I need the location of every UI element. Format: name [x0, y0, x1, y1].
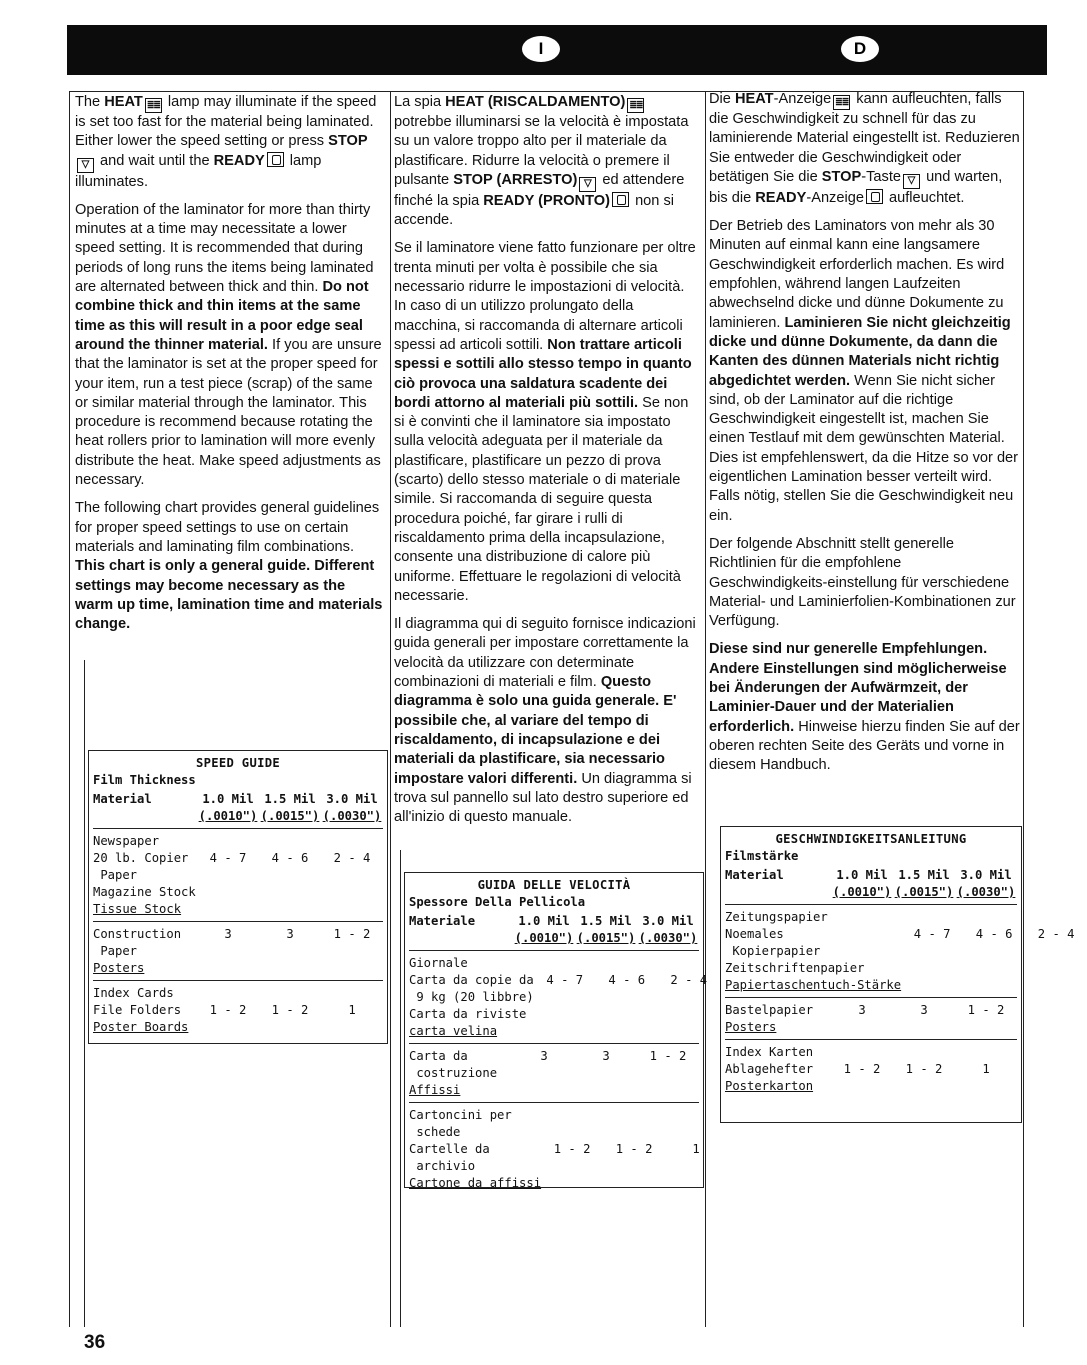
material-item: Posters — [93, 961, 145, 975]
text-run: La spia — [394, 94, 446, 110]
speed-value: 2 - 4 — [670, 973, 708, 987]
speed-value: 1 - 2 — [843, 1062, 881, 1076]
speed-guide-german — [720, 826, 1075, 1123]
material-group — [725, 1044, 1017, 1095]
speed-values — [901, 909, 1087, 994]
thickness-inch: (.0030") — [322, 809, 382, 823]
german-right-rule — [1023, 91, 1024, 1327]
material-item: File Folders — [93, 1003, 182, 1017]
material-names — [93, 926, 197, 977]
material-group — [409, 955, 708, 1040]
it-paragraph-2 — [394, 239, 700, 606]
thickness-header — [893, 867, 955, 901]
heat-lamp-icon — [833, 95, 850, 110]
thickness-header — [575, 913, 637, 947]
material-item: Zeitungspapier — [725, 910, 828, 924]
group-divider — [725, 1039, 1017, 1040]
guide-subtitle: Film Thickness — [93, 773, 196, 787]
en-paragraph-1 — [75, 93, 387, 192]
speed-value: 1 - 2 — [967, 1003, 1005, 1017]
material-item: Cartoncini per — [409, 1108, 512, 1122]
thickness-mil: 3.0 Mil — [642, 914, 694, 928]
group-divider — [725, 997, 1017, 998]
material-item: Ablagehefter — [725, 1062, 814, 1076]
guide-header-rule — [409, 950, 699, 951]
speed-value: 4 - 7 — [209, 851, 247, 865]
thickness-header — [321, 791, 383, 825]
material-item: Index Cards — [93, 986, 174, 1000]
guide-title: GUIDA DELLE VELOCITÀ — [477, 878, 631, 892]
material-names — [409, 1107, 541, 1192]
thickness-inch: (.0015") — [260, 809, 320, 823]
speed-guide-italian — [404, 872, 708, 1190]
speed-value: 4 - 6 — [271, 851, 309, 865]
text-run: If you are unsure that the laminator is set at the proper speed for your item, run a test piece (scrap) of the same or similar material through the laminator. This procedure is recommend because rotating the heat rollers prior to lamination will more evenly distribute the heat. Make speed adjustments as necessary. — [75, 336, 382, 489]
speed-value: 1 — [982, 1062, 990, 1076]
italian-left-rule — [400, 850, 401, 1327]
german-text-column — [709, 90, 1023, 785]
group-divider — [93, 921, 383, 922]
de-paragraph-1 — [709, 90, 1023, 208]
speed-value: 1 - 2 — [649, 1049, 687, 1063]
material-item: Cartone da affissi — [409, 1176, 542, 1190]
thickness-inch: (.0015") — [894, 885, 954, 899]
speed-value: 2 - 4 — [1037, 927, 1075, 941]
text-run: Die — [709, 91, 735, 107]
lang-badge-german: D — [841, 36, 879, 62]
group-divider — [409, 1043, 699, 1044]
language-header-bar — [67, 25, 1047, 75]
thickness-mil: 1.5 Mil — [898, 868, 950, 882]
bold-text-run: READY (PRONTO) — [483, 192, 611, 209]
material-item: Kopierpapier — [725, 944, 821, 958]
material-group — [93, 985, 383, 1036]
stop-button-icon — [77, 158, 94, 173]
text-run: -Anzeige — [806, 189, 864, 206]
column-divider-1 — [390, 91, 391, 1327]
guide-header-rule — [93, 828, 383, 829]
group-divider — [93, 980, 383, 981]
speed-value: 1 - 2 — [905, 1062, 943, 1076]
guide-header-row — [409, 913, 699, 947]
thickness-inch: (.0015") — [576, 931, 636, 945]
ready-lamp-icon — [866, 189, 883, 204]
thickness-header — [955, 867, 1017, 901]
speed-values — [197, 833, 383, 918]
text-run: Der folgende Abschnitt stellt generelle Richtlinien für die empfohlene Geschwindigkeits-einstellung für verschiedene Material- und Laminierfolien-Kombinationen zur Verfügung. — [709, 535, 1016, 630]
it-paragraph-3 — [394, 615, 700, 827]
text-run: -Anzeige — [773, 91, 832, 107]
bold-text-run: Laminieren Sie nicht gleichzeitig dicke und dünne Dokumente, da dann die Kanten des dünnen Materials nicht richtig abgedichtet werden. — [709, 314, 1011, 389]
text-run: kann aufleuchten, falls die Geschwindigkeit zu schnell für das zu laminierende Material eingestellt ist. Reduzieren Sie entweder die Geschwindigkeit oder betätigen Sie die — [709, 91, 1020, 185]
bold-text-run: HEAT (RISCALDAMENTO) — [445, 94, 626, 110]
bold-text-run: Questo diagramma è solo una guida generale. E' possibile che, al variare del tempo di riscaldamento, di incapsulazione e dei materiali da plastificare, sia necessario impostare valori differenti. — [394, 674, 677, 787]
speed-value: 1 — [348, 1003, 356, 1017]
heat-lamp-icon — [627, 98, 644, 113]
speed-values — [513, 1048, 699, 1099]
thickness-mil: 1.5 Mil — [580, 914, 632, 928]
material-item: Cartelle da — [409, 1142, 490, 1156]
material-item: carta velina — [409, 1024, 498, 1038]
material-item: Construction — [93, 927, 182, 941]
bold-text-run: STOP — [328, 133, 368, 150]
de-paragraph-4 — [709, 640, 1023, 775]
bold-text-run: Diese sind nur generelle Empfehlungen. Andere Einstellungen sind möglicherweise bei Änderungen der Aufwärmzeit, der Laminier-Dauer und der Materialien erforderlich. — [709, 641, 1007, 735]
material-group — [93, 926, 383, 977]
speed-value: 4 - 6 — [975, 927, 1013, 941]
thickness-mil: 1.5 Mil — [264, 792, 316, 806]
guide-subtitle: Filmstärke — [725, 849, 799, 863]
speed-values — [831, 1044, 1017, 1095]
text-run: und warten, bis die — [709, 168, 1003, 206]
heat-lamp-icon — [145, 98, 162, 113]
material-item: Posterkarton — [725, 1079, 814, 1093]
ready-lamp-icon — [267, 152, 284, 167]
speed-values — [541, 1107, 727, 1192]
material-group — [725, 909, 1075, 994]
material-header: Materiale — [409, 914, 476, 928]
material-item: Noemales — [725, 927, 784, 941]
thickness-inch: (.0010") — [514, 931, 574, 945]
speed-value: 2 - 4 — [333, 851, 371, 865]
speed-guide-english — [88, 750, 388, 1044]
en-paragraph-3 — [75, 499, 387, 634]
text-run: The — [75, 94, 105, 110]
material-item: Bastelpapier — [725, 1003, 814, 1017]
thickness-inch: (.0010") — [198, 809, 258, 823]
page-number: 36 — [84, 1332, 106, 1353]
material-item: Paper — [93, 868, 138, 882]
speed-value: 3 — [224, 927, 232, 941]
it-paragraph-1 — [394, 93, 700, 230]
text-run: Se non si è convinti che il laminatore sia impostato sulla velocità adeguata per il materiale da plastificare, plastificare un pezzo di prova (scarto) dello stesso materiale o di materiale simile. Si raccomanda di seguire questa procedura poiché, far girare i rulli di riscaldamento prima della incapsulazione, consente una distribuzione di calore più uniforme. Effettuare le regolazioni di velocità necessarie. — [394, 394, 689, 604]
material-item: 20 lb. Copier — [93, 851, 189, 865]
speed-value: 4 - 6 — [608, 973, 646, 987]
speed-value: 1 — [692, 1142, 700, 1156]
bold-text-run: Non trattare articoli spessi e sottili allo stesso tempo in quanto ciò provoca una saldatura scadente dei bordi attorno al materiali più sottili. — [394, 336, 692, 411]
bold-text-run: Do not combine thick and thin items at the same time as this will result in a poor edge seal around the thinner material. — [75, 279, 369, 353]
bold-text-run: This chart is only a general guide. Different settings may become necessary as the warm up time, lamination time and materials change. — [75, 558, 383, 633]
text-run: -Taste — [861, 168, 902, 185]
material-item: Posters — [725, 1020, 777, 1034]
english-left-rule — [84, 660, 85, 1327]
speed-value: 3 — [920, 1003, 928, 1017]
thickness-header — [197, 791, 259, 825]
text-run: lamp illuminates. — [75, 152, 322, 190]
material-names — [409, 1048, 513, 1099]
text-run: Der Betrieb des Laminators von mehr als 30 Minuten auf einmal kann eine langsamere Geschwindigkeit erforderlich machen. Es wird empfohlen, während langen Laufzeiten abwechselnd dicke und dünne Dokumente zu laminieren. — [709, 218, 1005, 331]
text-run: Hinweise hierzu finden Sie auf der oberen rechten Seite des Geräts und vorne in diesem Handbuch. — [709, 718, 1020, 774]
material-header: Material — [93, 792, 152, 806]
thickness-mil: 3.0 Mil — [960, 868, 1012, 882]
material-item: costruzione — [409, 1066, 498, 1080]
material-names — [725, 909, 901, 994]
material-item: Tissue Stock — [93, 902, 182, 916]
speed-values — [831, 1002, 1017, 1036]
material-names — [93, 985, 197, 1036]
material-group — [409, 1107, 699, 1192]
material-group — [409, 1048, 699, 1099]
speed-value: 4 - 7 — [546, 973, 584, 987]
lang-badge-italian: I — [522, 36, 560, 62]
text-run: and wait until the — [96, 152, 214, 169]
speed-values — [534, 955, 720, 1040]
text-run: Wenn Sie nicht sicher sind, ob der Laminator auf die richtige Geschwindigkeit eingestellt ist, machen Sie einen Testlauf mit dem gewünschten Material. Dies ist empfehlenswert, da die Hitze so vor der eigentlichen Lamination besser verteilt wird. Falls nötig, stellen Sie die Geschwindigkeit neu ein. — [709, 372, 1019, 524]
speed-value: 3 — [858, 1003, 866, 1017]
de-paragraph-2 — [709, 217, 1023, 526]
guide-header-row — [93, 791, 383, 825]
bold-text-run: HEAT — [734, 91, 774, 107]
text-run: non si accende. — [394, 192, 675, 229]
speed-value: 1 - 2 — [553, 1142, 591, 1156]
thickness-header — [637, 913, 699, 947]
speed-value: 3 — [540, 1049, 548, 1063]
thickness-mil: 1.0 Mil — [518, 914, 570, 928]
thickness-inch: (.0030") — [956, 885, 1016, 899]
material-header: Material — [725, 868, 784, 882]
material-item: Carta da — [409, 1049, 468, 1063]
material-item: Giornale — [409, 956, 468, 970]
material-names — [93, 833, 197, 918]
material-item: Index Karten — [725, 1045, 814, 1059]
text-run: Il diagramma qui di seguito fornisce indicazioni guida generali per impostare correttamente la velocità da utilizzare con determinate combinazioni di materiali e film. — [394, 616, 696, 691]
stop-button-icon — [903, 174, 920, 189]
thickness-header — [831, 867, 893, 901]
thickness-inch: (.0010") — [832, 885, 892, 899]
text-run: potrebbe illuminarsi se la velocità è impostata su un valore troppo alto per il materiale da plastificare. Ridurre la velocità o premere il pulsante — [394, 114, 689, 188]
thickness-mil: 1.0 Mil — [202, 792, 254, 806]
text-run: Operation of the laminator for more than thirty minutes at a time may necessitate a lower speed setting. It is recommended that during periods of long runs the items being laminated are alternated between thick and thin. — [75, 201, 374, 296]
material-group — [725, 1002, 1017, 1036]
bold-text-run: STOP (ARRESTO) — [453, 171, 578, 188]
speed-value: 3 — [602, 1049, 610, 1063]
thickness-inch: (.0030") — [638, 931, 698, 945]
stop-button-icon — [579, 177, 596, 192]
guide-header-rule — [725, 904, 1017, 905]
text-run: Un diagramma si trova sul pannello sul lato destro superiore ed all'inizio di questo manuale. — [394, 770, 692, 826]
speed-value: 1 - 2 — [209, 1003, 247, 1017]
material-names — [725, 1002, 831, 1036]
material-item: Poster Boards — [93, 1020, 189, 1034]
speed-value: 1 - 2 — [271, 1003, 309, 1017]
guide-subtitle: Spessore Della Pellicola — [409, 895, 586, 909]
thickness-mil: 3.0 Mil — [326, 792, 378, 806]
material-names — [409, 955, 534, 1040]
thickness-header — [513, 913, 575, 947]
text-run: The following chart provides general guidelines for proper speed settings to use on certain materials and laminating film combinations. — [75, 500, 380, 555]
material-item: Papiertaschentuch-Stärke — [725, 978, 902, 992]
material-item: Paper — [93, 944, 138, 958]
group-divider — [409, 1102, 699, 1103]
material-item: Newspaper — [93, 834, 160, 848]
material-item: Affissi — [409, 1083, 461, 1097]
bold-text-run: READY — [213, 152, 265, 169]
material-item: schede — [409, 1125, 461, 1139]
speed-values — [197, 926, 383, 977]
material-item: Carta da riviste — [409, 1007, 527, 1021]
text-run: Se il laminatore viene fatto funzionare per oltre trenta minuti per volta è possibile che sia necessario ridurre le impostazioni di velocità. In caso di un utilizzo prolungato della macchina, si raccomanda di alternare articoli spessi ad articoli sottili. — [394, 240, 696, 353]
speed-value: 1 - 2 — [615, 1142, 653, 1156]
guide-header-row — [725, 867, 1017, 901]
english-text-column — [75, 93, 387, 643]
material-item: Zeitschriftenpapier — [725, 961, 865, 975]
speed-value: 3 — [286, 927, 294, 941]
material-item: 9 kg (20 libbre) — [409, 990, 534, 1004]
text-run: aufleuchtet. — [884, 189, 965, 206]
guide-title: GESCHWINDIGKEITSANLEITUNG — [775, 832, 967, 846]
thickness-mil: 1.0 Mil — [836, 868, 888, 882]
bold-text-run: STOP — [821, 168, 862, 185]
material-group — [93, 833, 383, 918]
material-item: Magazine Stock — [93, 885, 196, 899]
thickness-header — [259, 791, 321, 825]
italian-text-column — [394, 93, 700, 836]
text-run: lamp may illuminate if the speed is set too fast for the material being laminated. Either lower the speed setting or press — [75, 94, 377, 150]
speed-value: 1 - 2 — [333, 927, 371, 941]
speed-values — [197, 985, 383, 1036]
guide-title: SPEED GUIDE — [195, 756, 280, 770]
bold-text-run: HEAT — [104, 94, 143, 110]
material-names — [725, 1044, 831, 1095]
speed-value: 4 - 7 — [913, 927, 951, 941]
de-paragraph-3 — [709, 535, 1023, 631]
material-item: Carta da copie da — [409, 973, 534, 987]
text-run: ed attendere finché la spia — [394, 171, 685, 209]
material-item: archivio — [409, 1159, 476, 1173]
en-paragraph-2 — [75, 201, 387, 490]
ready-lamp-icon — [612, 192, 629, 207]
bold-text-run: READY — [755, 189, 807, 206]
